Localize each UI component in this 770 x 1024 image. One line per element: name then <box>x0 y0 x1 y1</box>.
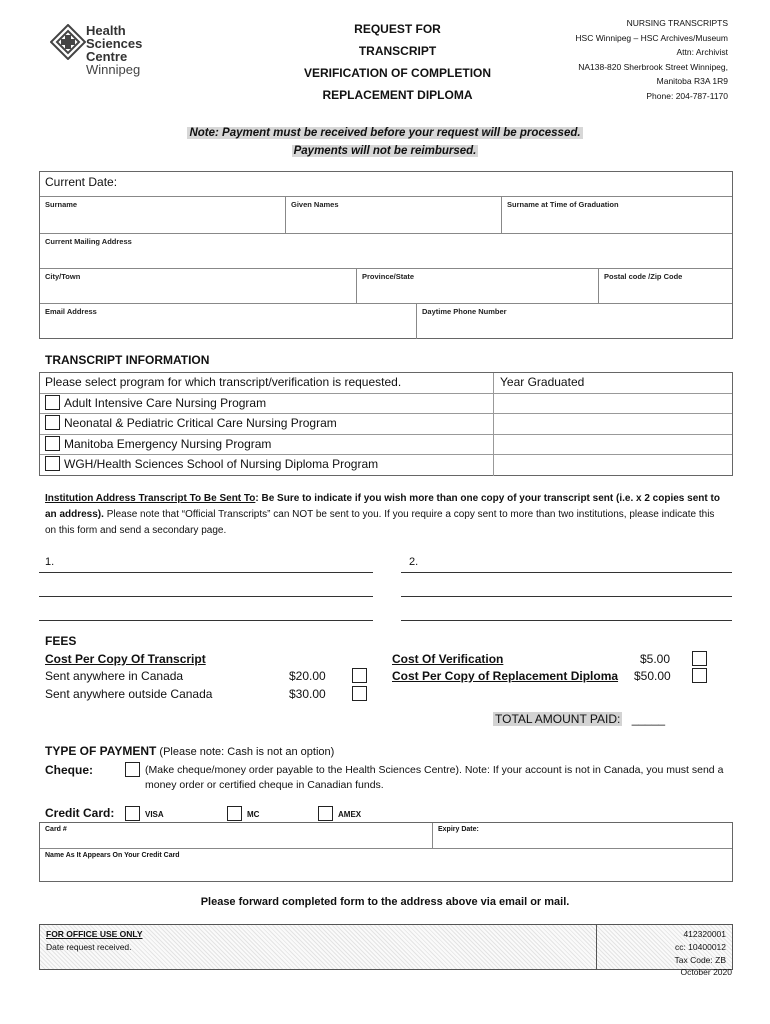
given-names-field[interactable] <box>285 197 501 233</box>
address-line-3: Attn: Archivist <box>676 47 728 57</box>
address-line-5: Manitoba R3A 1R9 <box>656 76 728 86</box>
city-label: City/Town <box>45 272 81 281</box>
outside-canada-checkbox[interactable] <box>352 686 367 701</box>
year-graduated-field[interactable] <box>493 435 732 455</box>
payment-note <box>150 124 620 160</box>
diploma-label: Cost Per Copy of Replacement Diploma <box>392 669 619 683</box>
card-number-label: Card # <box>45 826 67 833</box>
name-on-card-label: Name As It Appears On Your Credit Card <box>45 852 180 859</box>
mc-checkbox[interactable] <box>227 806 242 821</box>
amex-label: AMEX <box>338 810 362 819</box>
address-line-4: NA138-820 Sherbrook Street Winnipeg, <box>578 61 728 72</box>
applicant-info-table <box>39 171 733 339</box>
institution-rest-text: Please note that “Official Transcripts” can NOT be sent to you. If you require a copy sent to more than two institutions, please indicate this on this form and send a secondary page. <box>45 509 715 536</box>
total-amount <box>493 712 665 726</box>
mailing-address-block <box>540 16 728 103</box>
office-use-title: FOR OFFICE USE ONLY <box>46 929 143 939</box>
phone-label: Daytime Phone Number <box>422 307 507 316</box>
office-use-box <box>39 924 733 970</box>
name-on-card-field[interactable] <box>40 849 732 882</box>
logo-line-3: Centre <box>86 49 128 64</box>
transcript-info-table <box>39 372 733 476</box>
program-checkbox-emergency[interactable] <box>45 436 60 451</box>
surname-at-graduation-label: Surname at Time of Graduation <box>507 200 619 209</box>
payment-type-note: (Please note: Cash is not an option) <box>156 746 335 758</box>
address-line-2: HSC Winnipeg – HSC Archives/Museum <box>575 32 728 43</box>
current-date-label: Current Date: <box>45 175 118 189</box>
hsc-logo <box>48 18 158 80</box>
institution-label: Institution Address Transcript To Be Sent To <box>45 493 256 504</box>
year-graduated-field[interactable] <box>493 394 732 414</box>
institution-1-line[interactable] <box>39 572 373 573</box>
current-date-row[interactable] <box>40 172 732 197</box>
province-label: Province/State <box>362 272 415 281</box>
address-line-6: Phone: 204-787-1170 <box>646 90 728 101</box>
cheque-instructions: (Make cheque/money order payable to the Health Sciences Centre). Note: If your account is not in Canada, you must send a money order or certified cheque in Canadian funds. <box>145 764 724 791</box>
year-graduated-field[interactable] <box>493 414 732 434</box>
office-code-2: cc: 10400012 <box>674 942 726 952</box>
province-field[interactable] <box>356 269 598 303</box>
verification-label: Cost Of Verification <box>392 652 504 666</box>
fees-heading: FEES <box>45 634 77 648</box>
program-checkbox-adult-icu[interactable] <box>45 395 60 410</box>
year-graduated-header: Year Graduated <box>493 373 732 393</box>
institution-2-line[interactable] <box>401 596 732 597</box>
verification-checkbox[interactable] <box>692 651 707 666</box>
title-line-2: TRANSCRIPT <box>358 44 437 58</box>
expiry-date-field[interactable] <box>432 823 732 848</box>
cheque-checkbox[interactable] <box>125 762 140 777</box>
outside-canada-label: Sent anywhere outside Canada <box>45 687 213 701</box>
canada-checkbox[interactable] <box>352 668 367 683</box>
institution-2-line[interactable] <box>401 572 732 573</box>
institution-1-line[interactable] <box>39 596 373 597</box>
phone-field[interactable] <box>416 304 732 339</box>
note-line-2: Payments will not be reimbursed. <box>293 145 477 157</box>
institution-2-number: 2. <box>409 556 419 568</box>
address-line-1: NURSING TRANSCRIPTS <box>626 18 728 28</box>
program-label: Manitoba Emergency Nursing Program <box>64 436 272 451</box>
mc-label: MC <box>247 810 260 819</box>
diploma-price: $50.00 <box>634 669 671 683</box>
mailing-address-field[interactable] <box>40 234 732 269</box>
logo-line-4: Winnipeg <box>86 62 141 77</box>
hsc-logo-mark-icon <box>50 24 86 60</box>
canada-price: $20.00 <box>289 669 326 683</box>
institution-instructions <box>45 491 725 539</box>
program-checkbox-wgh-diploma[interactable] <box>45 456 60 471</box>
office-code-3: Tax Code: ZB <box>674 955 726 965</box>
cheque-label: Cheque: <box>45 763 93 777</box>
given-names-label: Given Names <box>291 200 339 209</box>
title-line-4: REPLACEMENT DIPLOMA <box>322 88 473 102</box>
total-amount-field[interactable]: _____ <box>631 712 666 726</box>
logo-line-2: Sciences <box>86 36 143 51</box>
surname-label: Surname <box>45 200 78 209</box>
surname-field[interactable] <box>40 197 285 233</box>
visa-checkbox[interactable] <box>125 806 140 821</box>
postal-code-label: Postal code /Zip Code <box>604 272 683 281</box>
postal-code-field[interactable] <box>598 269 732 303</box>
credit-card-label: Credit Card: <box>45 806 115 820</box>
program-label: WGH/Health Sciences School of Nursing Diploma Program <box>64 457 379 471</box>
institution-1-line[interactable] <box>39 620 373 621</box>
title-line-3: VERIFICATION OF COMPLETION <box>303 66 492 80</box>
outside-canada-price: $30.00 <box>289 687 326 701</box>
verification-price: $5.00 <box>640 652 671 666</box>
canada-label: Sent anywhere in Canada <box>45 669 184 683</box>
transcript-info-heading: TRANSCRIPT INFORMATION <box>45 353 210 367</box>
title-line-1: REQUEST FOR <box>354 22 441 36</box>
institution-2-line[interactable] <box>401 620 732 621</box>
note-line-1: Note: Payment must be received before your request will be processed. <box>189 127 581 139</box>
mailing-address-label: Current Mailing Address <box>45 237 132 246</box>
card-number-field[interactable] <box>40 823 432 848</box>
email-label: Email Address <box>45 307 97 316</box>
form-revision-date: October 2020 <box>680 967 732 977</box>
diploma-checkbox[interactable] <box>692 668 707 683</box>
amex-checkbox[interactable] <box>318 806 333 821</box>
institution-1-number: 1. <box>45 556 55 568</box>
program-column-header: Please select program for which transcript/verification is requested. <box>45 375 402 389</box>
form-title <box>290 18 505 106</box>
program-label: Adult Intensive Care Nursing Program <box>64 395 267 410</box>
total-amount-label: TOTAL AMOUNT PAID: <box>495 712 621 726</box>
institution-bold-text: : Be Sure to indicate if you wish more than one copy of your transcript sent (i.e. x 2 copies sent to an address). <box>45 493 720 520</box>
office-code-1: 412320001 <box>683 929 726 939</box>
date-received-label: Date request received. <box>46 942 132 952</box>
expiry-date-label: Expiry Date: <box>438 826 479 833</box>
forward-instructions: Please forward completed form to the address above via email or mail. <box>200 896 570 908</box>
program-checkbox-neonatal[interactable] <box>45 415 60 430</box>
transcript-cost-heading: Cost Per Copy Of Transcript <box>45 652 206 666</box>
year-graduated-field[interactable] <box>493 455 732 476</box>
city-field[interactable] <box>40 269 356 303</box>
email-field[interactable] <box>40 304 416 339</box>
payment-type-label: TYPE OF PAYMENT <box>45 744 157 758</box>
logo-line-1: Health <box>86 23 126 38</box>
credit-card-table <box>39 822 733 882</box>
program-label: Neonatal & Pediatric Critical Care Nursing Program <box>64 416 337 430</box>
surname-at-graduation-field[interactable] <box>501 197 732 233</box>
payment-type-heading <box>45 744 334 758</box>
visa-label: VISA <box>145 810 164 819</box>
